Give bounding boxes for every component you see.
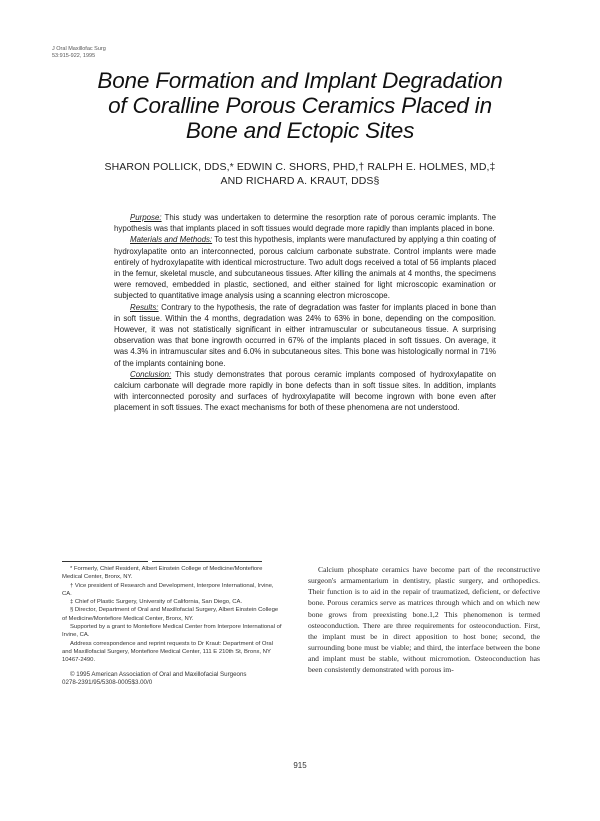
conclusion-heading: Conclusion:	[130, 369, 172, 379]
abstract-purpose	[114, 212, 496, 234]
journal-volume: 53:915-922, 1995	[52, 53, 96, 59]
footnote: * Formerly, Chief Resident, Albert Einstein College of Medicine/Montefiore Medical Center, Bronx, NY.	[62, 566, 263, 581]
abstract	[114, 212, 496, 414]
methods-heading: Materials and Methods:	[130, 235, 213, 245]
document-code: 0278-2391/95/5308-0005$3.00/0	[62, 678, 153, 686]
footnote: ‡ Chief of Plastic Surgery, University of California, San Diego, CA.	[70, 599, 243, 606]
footnote-divider	[62, 561, 148, 562]
page-number: 915	[293, 761, 307, 770]
title-line: of Coralline Porous Ceramics Placed in	[108, 93, 492, 118]
author-line: AND RICHARD A. KRAUT, DDS§	[220, 175, 380, 187]
abstract-results	[114, 302, 496, 369]
footnotes	[62, 565, 284, 687]
article-title	[40, 68, 560, 143]
body-paragraph: Calcium phosphate ceramics have become part of the reconstructive surgeon's armamentarium in dentistry, plastic surgery, and orthopedics. Their function is to aid in the repair of traumatized, deficient, or defective bone. Porous ceramics serve as matrices through which and on which new bone grows from preexisting bone.1,2 This phenomenon is termed osteoconduction. There are three requirements for osteoconduction. First, the implant must be in direct apposition to host bone; second, the surrounding bone must be viable; and third, the interface between the bone and implant must be stable, without micromotion. Osteoconduction has been consistently demonstrated with porous im-	[308, 565, 540, 675]
conclusion-text: This study demonstrates that porous ceramic implants composed of hydroxylapatite on calcium carbonate will degrade more rapidly in bone defects than in soft tissue sites. In addition, implants with interconnected porosity and surfaces of hydroxylapatite will become ingrown with bone even after placement in soft tissues. The exact mechanisms for both of these phenomena are not understood.	[114, 369, 496, 413]
journal-name: J Oral Maxillofac Surg	[52, 46, 106, 52]
results-heading: Results:	[130, 302, 159, 312]
footnote: † Vice president of Research and Development, Interpore International, Irvine, CA.	[62, 582, 274, 597]
footnote: Address correspondence and reprint requests to Dr Kraut: Department of Oral and Maxillofacial Surgery, Montefiore Medical Center, 111 E 210th St, Bronx, NY 10467-2490.	[62, 640, 273, 664]
title-line: Bone Formation and Implant Degradation	[97, 68, 503, 93]
results-text: Contrary to the hypothesis, the rate of degradation was faster for implants placed in bone than in soft tissue. Within the 4 months, degradation was 24% to 63% in bone, depending on the composition. However, it was not statistically significant in either intramuscular or subcutaneous tissue. A surprising observation was that bone ingrowth occurred in 67% of the implants placed in soft tissues. On average, it was 4.3% in intramuscular sites and 6.0% in subcutaneous sites. This bone was histologically normal in 71% of the implants containing bone.	[114, 302, 496, 368]
purpose-text: This study was undertaken to determine the resorption rate of porous ceramic implants. The hypothesis was that implants placed in soft tissues would degrade more rapidly than implants placed in bone.	[114, 213, 496, 234]
abstract-conclusion	[114, 369, 496, 414]
methods-text: To test this hypothesis, implants were manufactured by applying a thin coating of hydroxylapatite onto an interconnected, porous calcium carbonate substrate. Control implants were made entirely of hydroxylapatite with identical microstructure. Two adult dogs received a total of 56 implants placed in the femur, skeletal muscle, and subcutaneous tissues. After killing the animals at 4 months, the specimens were removed, embedded in plastic, sectioned, and either stained for light microscopic examination or subjected to quantitative image analysis using a scanning electron microscope.	[114, 235, 497, 301]
author-list	[40, 160, 560, 188]
footnote: § Director, Department of Oral and Maxillofacial Surgery, Albert Einstein College of Medicine/Montefiore Medical Center, Bronx, NY.	[62, 607, 279, 622]
purpose-heading: Purpose:	[130, 213, 162, 222]
journal-citation	[52, 46, 106, 60]
author-line: SHARON POLLICK, DDS,* EDWIN C. SHORS, PHD,† RALPH E. HOLMES, MD,‡	[104, 161, 496, 173]
footnote-divider	[152, 561, 262, 562]
introduction-text	[308, 564, 540, 676]
abstract-methods	[114, 234, 496, 301]
copyright-notice: © 1995 American Association of Oral and Maxillofacial Surgeons	[70, 670, 247, 678]
footnote: Supported by a grant to Montefiore Medical Center from Interpore International of Irvine, CA.	[62, 624, 282, 639]
title-line: Bone and Ectopic Sites	[185, 118, 415, 143]
